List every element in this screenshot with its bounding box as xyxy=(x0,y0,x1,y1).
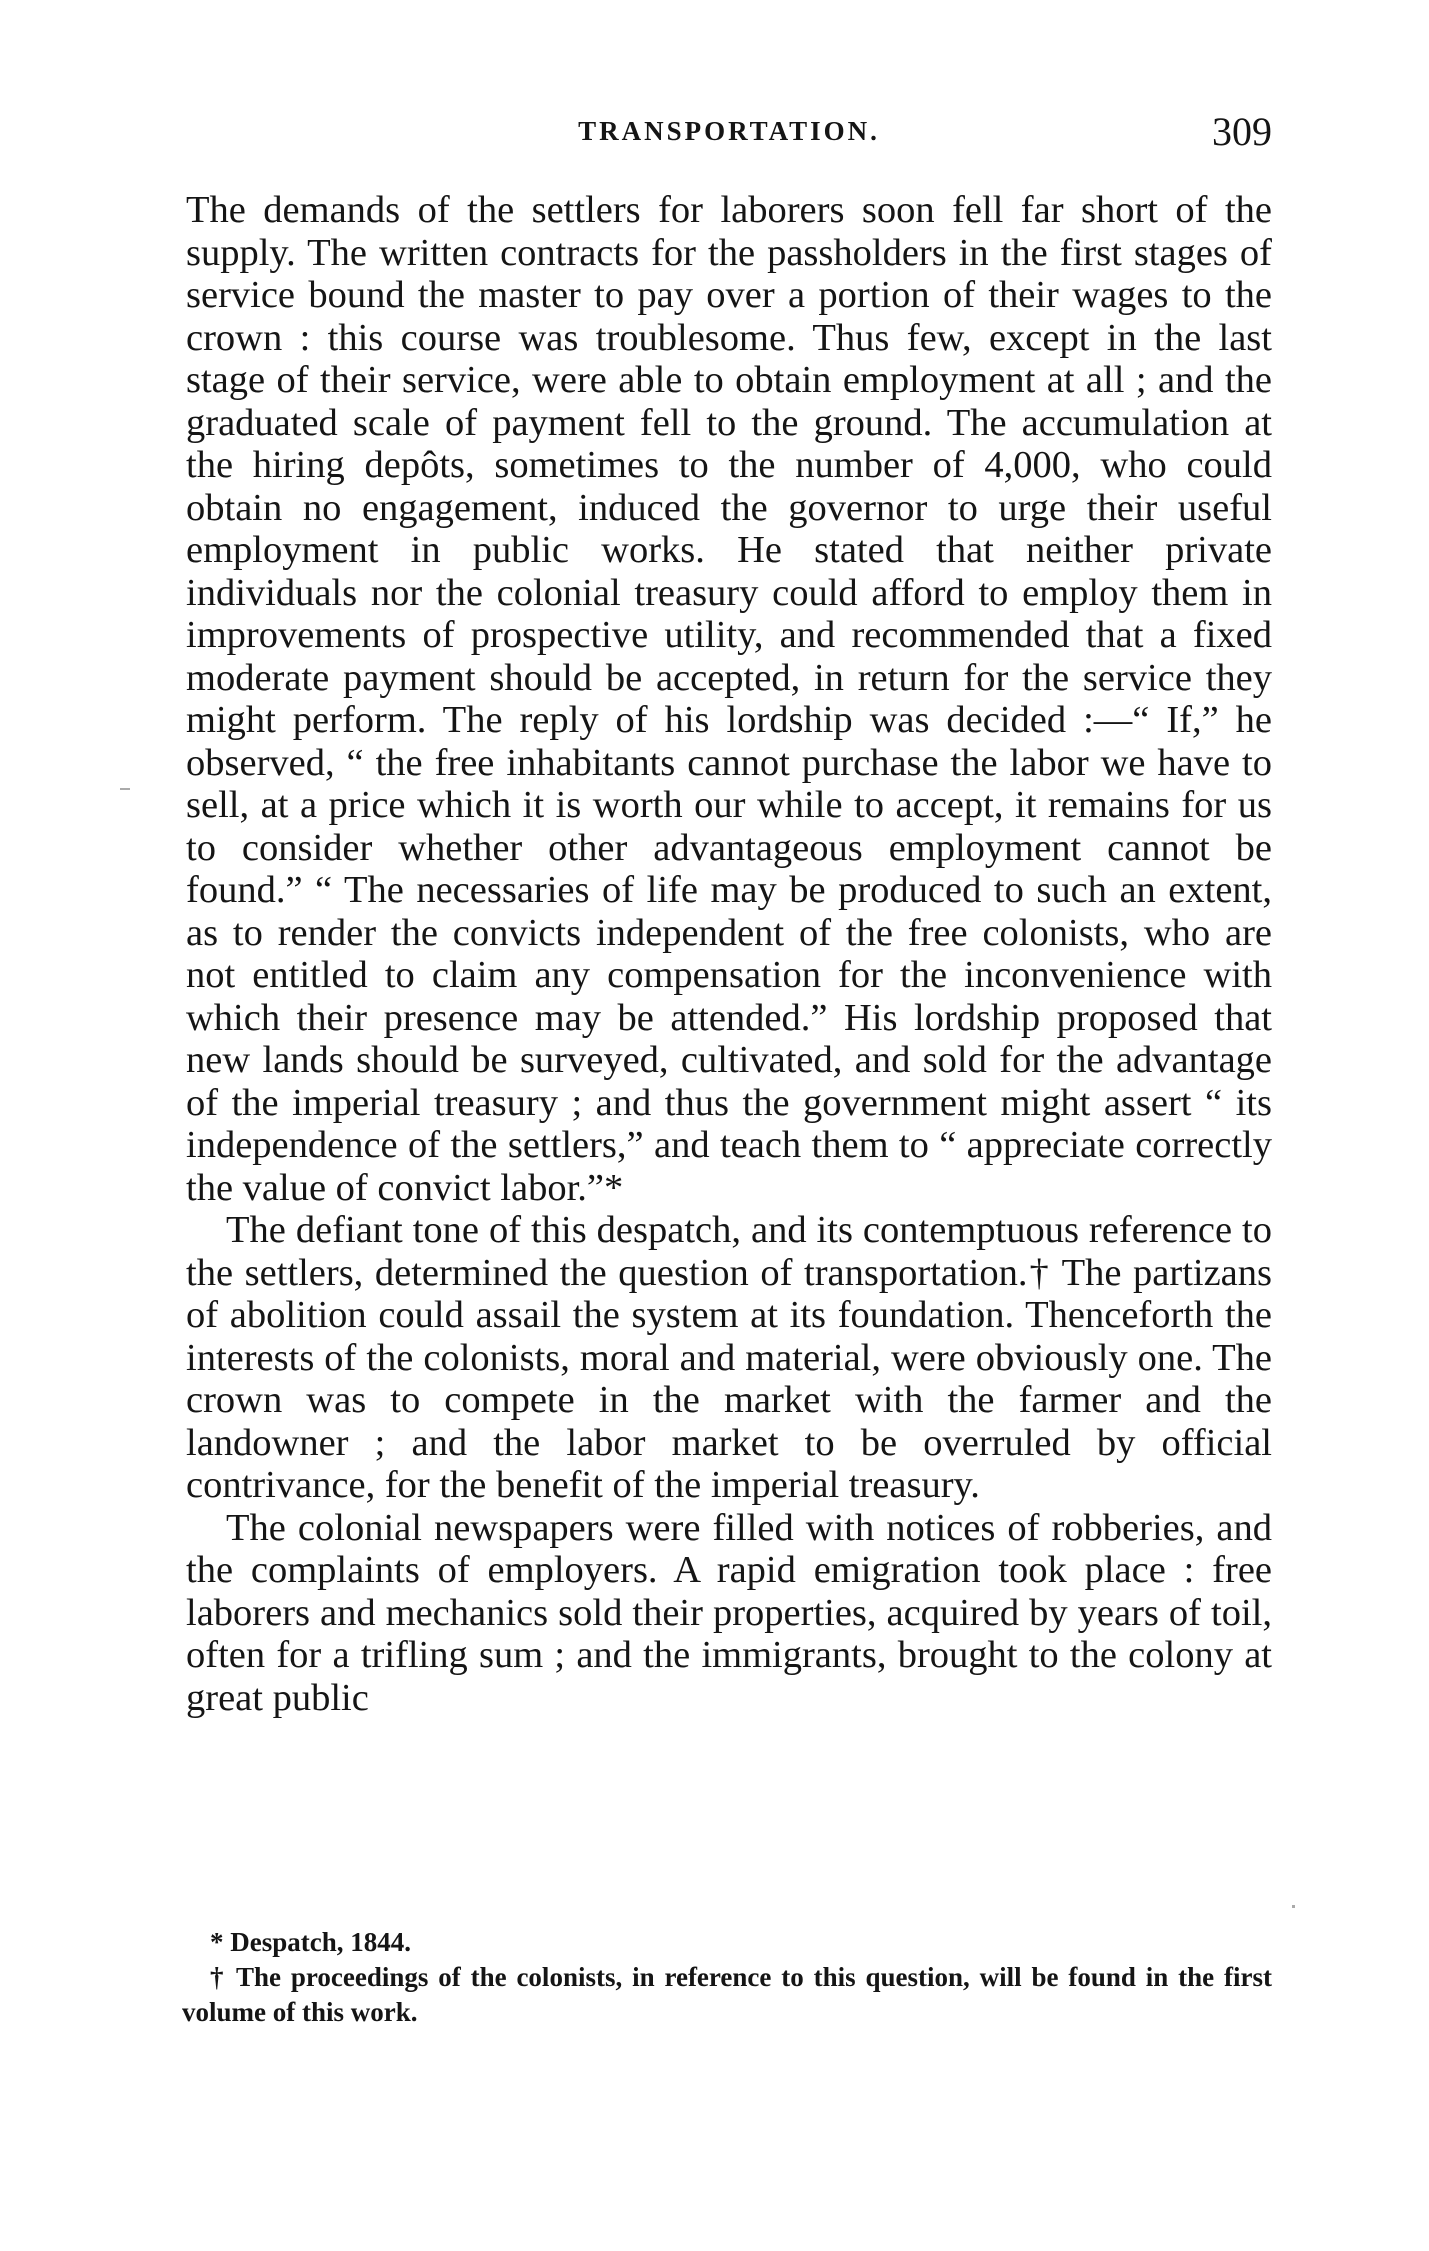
paragraph-2: The defiant tone of this despatch, and its contemptuous reference to the settlers, determined the question of transportation.† The partizans of abolition could assail the system at its foundation. Thenceforth the interests of the colonists, moral and material, were obviously one. The crown was to compete in the market with the farmer and the landowner ; and the labor market to be overruled by official contrivance, for the benefit of the imperial treasury. xyxy=(186,1209,1272,1506)
paragraph-1: The demands of the settlers for laborers soon fell far short of the supply. The written contracts for the passholders in the first stages of service bound the master to pay over a portion of their wages to the crown : this course was troublesome. Thus few, except in the last stage of their service, were able to obtain employment at all ; and the graduated scale of payment fell to the ground. The accumulation at the hiring depôts, sometimes to the number of 4,000, who could obtain no engagement, induced the governor to urge their useful employment in public works. He stated that neither private individuals nor the colonial treasury could afford to employ them in improvements of prospective utility, and recommended that a fixed moderate payment should be accepted, in return for the service they might perform. The reply of his lordship was decided :—“ If,” he observed, “ the free inhabitants cannot purchase the labor we have to sell, at a price which it is worth our while to accept, it remains for us to consider whether other advantageous employment cannot be found.” “ The necessaries of life may be produced to such an extent, as to render the convicts independent of the free colonists, who are not entitled to claim any compensation for the inconvenience with which their presence may be attended.” His lordship proposed that new lands should be surveyed, cultivated, and sold for the advantage of the imperial treasury ; and thus the government might assert “ its independence of the settlers,” and teach them to “ appreciate correctly the value of convict labor.”* xyxy=(186,189,1272,1209)
footnotes xyxy=(182,1925,1272,2030)
footnote-proceedings: † The proceedings of the colonists, in reference to this question, will be found in the first volume of this work. xyxy=(182,1962,1272,2027)
margin-mark-right xyxy=(1292,1905,1295,1908)
margin-mark-left xyxy=(120,788,130,790)
running-head xyxy=(186,108,1272,158)
body-text xyxy=(186,189,1272,1719)
footnote-despatch: * Despatch, 1844. xyxy=(210,1927,411,1957)
running-title: TRANSPORTATION. xyxy=(578,116,880,146)
paragraph-3: The colonial newspapers were filled with notices of robberies, and the complaints of employers. A rapid emigration took place : free laborers and mechanics sold their properties, acquired by years of toil, often for a trifling sum ; and the immigrants, brought to the colony at great public xyxy=(186,1506,1272,1719)
page-number: 309 xyxy=(1212,109,1272,154)
